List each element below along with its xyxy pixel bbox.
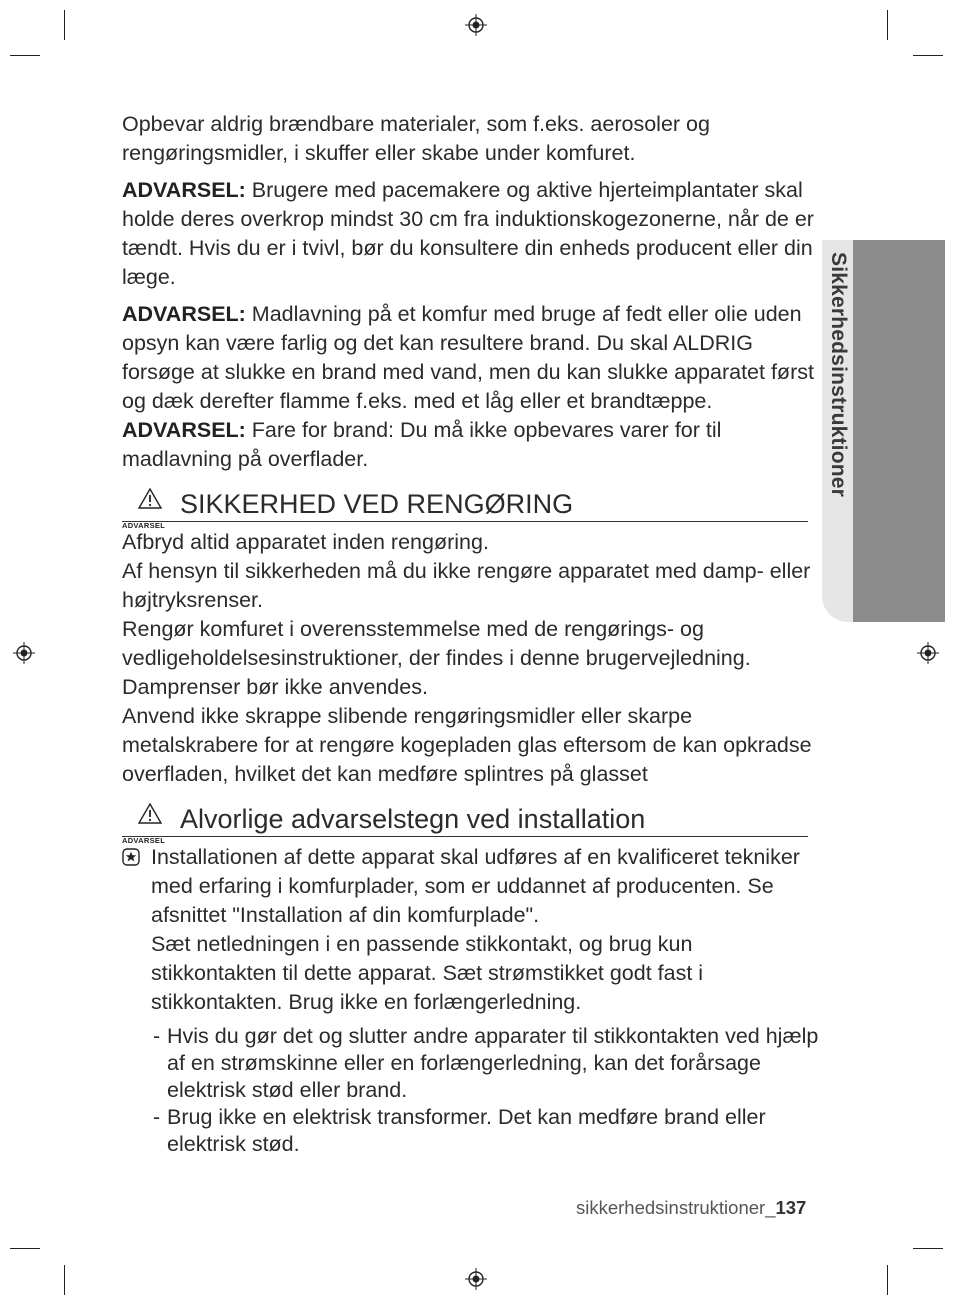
star-note-icon	[122, 848, 140, 866]
cleaning-line: Rengør komfuret i overensstemmelse med de rengørings- og vedligeholdelsesinstruktioner, der findes i denne brugervejledning.	[122, 617, 751, 670]
cleaning-line: Anvend ikke skrappe slibende rengøringsmidler eller skarpe metalskrabere for at rengøre kogepladen glas eftersom de kan opkradse overfladen, hvilket det kan medføre splintres på glasset	[122, 704, 812, 786]
crop-mark	[887, 10, 888, 40]
crop-mark	[64, 10, 65, 40]
page-footer	[576, 1197, 806, 1219]
cleaning-line: Damprenser bør ikke anvendes.	[122, 675, 428, 699]
list-item	[153, 1104, 822, 1158]
main-content	[122, 110, 822, 1158]
crop-mark	[10, 1248, 40, 1249]
section-heading-cleaning	[122, 488, 808, 530]
warning-label: ADVARSEL:	[122, 178, 246, 202]
crop-mark	[913, 1248, 943, 1249]
list-bullet: -	[153, 1105, 161, 1129]
warning-triangle-icon	[138, 488, 162, 510]
section-title: SIKKERHED VED RENGØRING	[180, 489, 574, 519]
crop-mark	[64, 1265, 65, 1295]
paragraph-pacemaker-warning	[122, 176, 822, 292]
crop-mark	[887, 1265, 888, 1295]
warning-badge	[122, 803, 178, 845]
section-title: Alvorlige advarselstegn ved installation	[180, 804, 646, 834]
registration-mark-icon	[13, 642, 35, 664]
list-bullet: -	[153, 1024, 161, 1048]
installation-sub-list	[122, 1023, 822, 1158]
registration-mark-icon	[465, 14, 487, 36]
crop-mark	[913, 55, 943, 56]
section-side-tab	[822, 240, 945, 622]
side-tab-label: Sikkerhedsinstruktioner	[827, 252, 850, 498]
warning-text: Fare for brand: Du må ikke opbevares varer for til madlavning på overflader.	[122, 418, 722, 471]
warning-badge-label: ADVARSEL	[122, 521, 166, 530]
warning-badge	[122, 488, 178, 530]
cleaning-line: Af hensyn til sikkerheden må du ikke rengøre apparatet med damp- eller højtryksrenser.	[122, 559, 811, 612]
footer-section-name: sikkerhedsinstruktioner_	[576, 1197, 776, 1218]
warning-label: ADVARSEL:	[122, 418, 246, 442]
page-number: 137	[775, 1197, 807, 1218]
paragraph-fat-oil-warning	[122, 300, 822, 416]
warning-label: ADVARSEL:	[122, 302, 246, 326]
installation-text: Installationen af dette apparat skal udføres af en kvalificeret tekniker med erfaring i komfurplader, som er uddannet af producenten. Se afsnittet "Installation af din komfurplade".	[151, 845, 800, 927]
registration-mark-icon	[917, 642, 939, 664]
warning-text: Brugere med pacemakere og aktive hjerteimplantater skal holde deres overkrop mindst 30 cm fra induktionskogezonerne, når de er tændt. Hvis du er i tvivl, bør du konsultere din enheds producent eller din læge.	[122, 178, 814, 289]
installation-text: Sæt netledningen i en passende stikkontakt, og brug kun stikkontakten til dette apparat. Sæt strømstikket godt fast i stikkontakten. Brug ikke en forlængerledning.	[151, 932, 704, 1014]
list-item-text: Hvis du gør det og slutter andre apparater til stikkontakten ved hjælp af en strømskinne eller en forlængerledning, kan det forårsage elektrisk stød eller brand.	[167, 1024, 819, 1102]
list-item	[153, 1023, 822, 1104]
side-tab-grey-block	[852, 240, 945, 622]
cleaning-line: Afbryd altid apparatet inden rengøring.	[122, 530, 489, 554]
warning-badge-label: ADVARSEL	[122, 836, 166, 845]
registration-mark-icon	[465, 1268, 487, 1290]
cleaning-instructions	[122, 528, 822, 789]
paragraph-fire-warning	[122, 416, 822, 474]
warning-triangle-icon	[138, 803, 162, 825]
paragraph-storage: Opbevar aldrig brændbare materialer, som f.eks. aerosoler og rengøringsmidler, i skuffer eller skabe under komfuret.	[122, 112, 710, 165]
crop-mark	[10, 55, 40, 56]
list-item-text: Brug ikke en elektrisk transformer. Det kan medføre brand eller elektrisk stød.	[167, 1105, 766, 1156]
section-heading-installation	[122, 803, 808, 845]
installation-instructions	[122, 843, 822, 1017]
warning-text: Madlavning på et komfur med bruge af fedt eller olie uden opsyn kan være farlig og det kan resultere brand. Du skal ALDRIG forsøge at slukke en brand med vand, men du kan slukke apparatet først og dæk derefter flamme f.eks. med et låg eller et brandtæppe.	[122, 302, 814, 413]
